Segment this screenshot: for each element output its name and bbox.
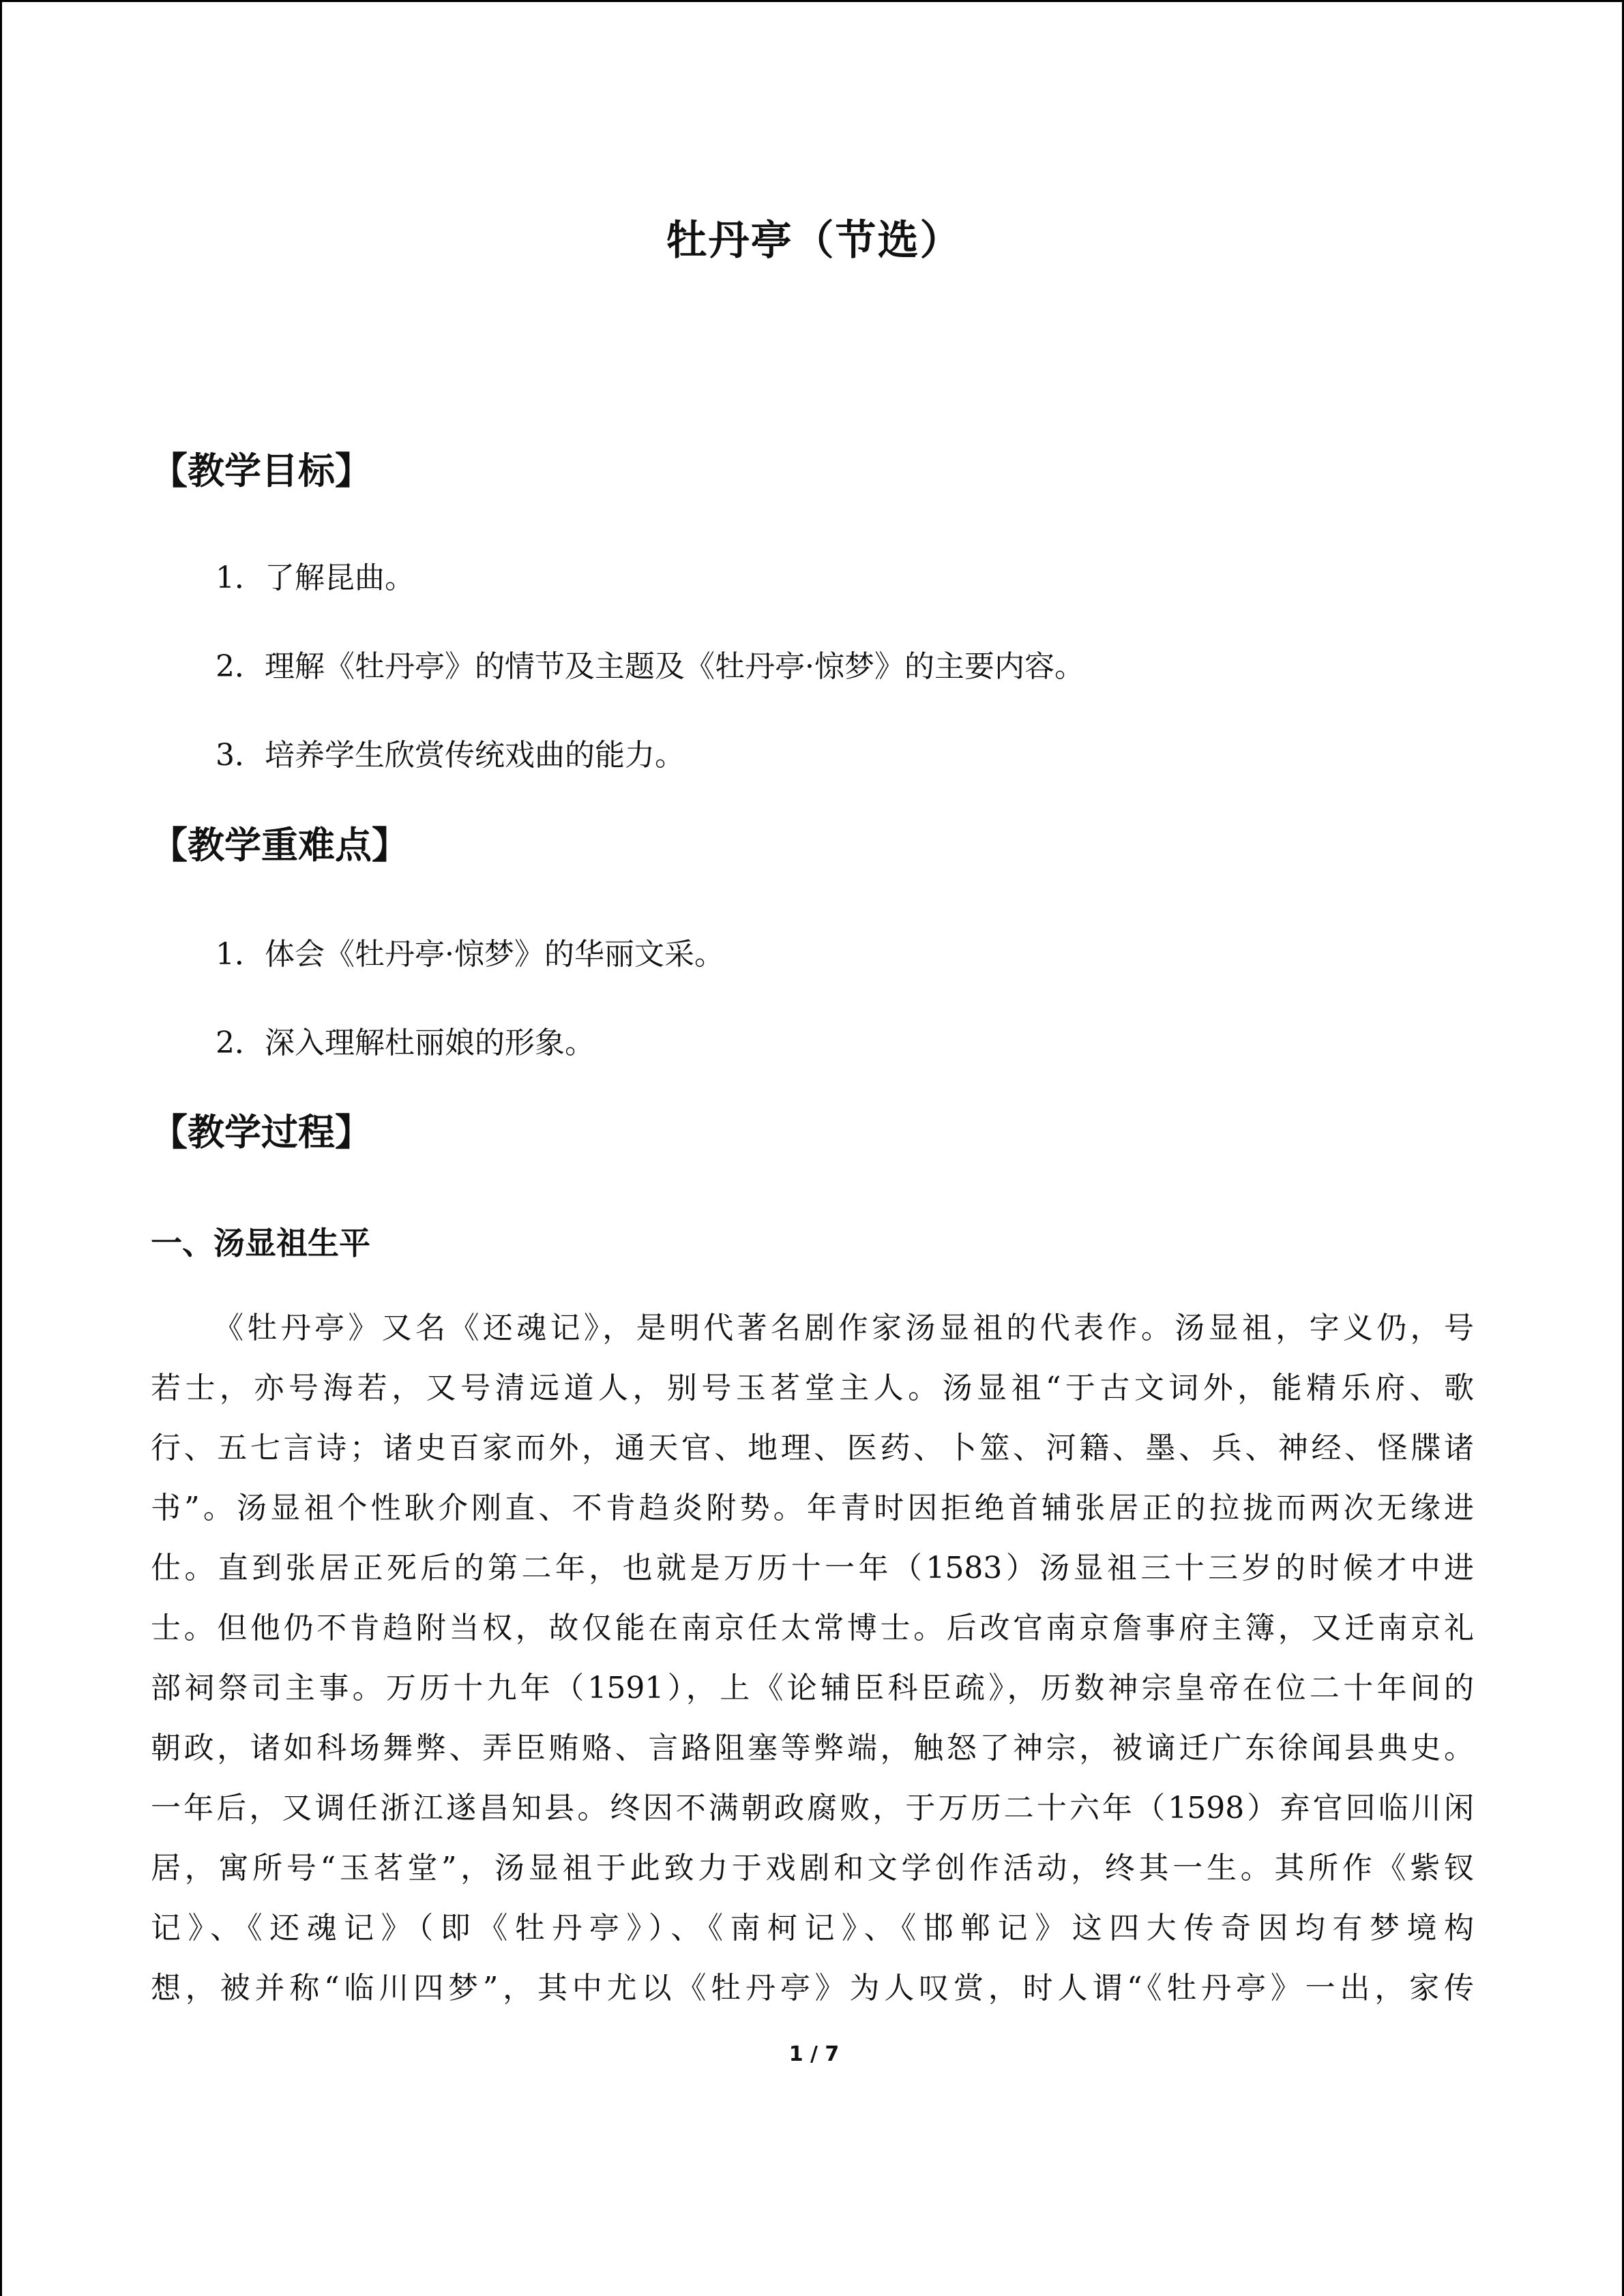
paragraph-line: 一年后，又调任浙江遂昌知县。终因不满朝政腐败，于万历二十六年（1598）弃官回临川闲 (151, 1791, 1474, 1825)
section-heading-process: 【教学过程】 (151, 1111, 372, 1154)
subsection-heading: 一、汤显祖生平 (151, 1225, 370, 1262)
page-number: 1 / 7 (788, 2042, 840, 2066)
paragraph-line: 行、五七言诗；诸史百家而外，通天官、地理、医药、卜筮、河籍、墨、兵、神经、怪牒诸 (151, 1431, 1474, 1465)
document-title: 牡丹亭（节选） (666, 217, 962, 265)
paragraph-line: 居，寓所号“玉茗堂”，汤显祖于此致力于戏剧和文学创作活动，终其一生。其所作《紫钗 (151, 1851, 1474, 1885)
section-heading-objectives: 【教学目标】 (151, 449, 372, 492)
body-paragraph (151, 1308, 1474, 2028)
paragraph-line: 部祠祭司主事。万历十九年（1591），上《论辅臣科臣疏》，历数神宗皇帝在位二十年间的 (151, 1671, 1474, 1705)
paragraph-line: 士。但他仍不肯趋附当权，故仅能在南京任太常博士。后改官南京詹事府主簿，又迁南京礼 (151, 1611, 1474, 1645)
paragraph-line: 想，被并称“临川四梦”，其中尤以《牡丹亭》为人叹赏，时人谓“《牡丹亭》一出，家传 (151, 1971, 1474, 2006)
paragraph-line: 仕。直到张居正死后的第二年，也就是万历十一年（1583）汤显祖三十三岁的时候才中进 (151, 1551, 1474, 1585)
paragraph-line: 书”。汤显祖个性耿介刚直、不肯趋炎附势。年青时因拒绝首辅张居正的拉拢而两次无缘进 (151, 1491, 1474, 1525)
paragraph-line: 朝政，诸如科场舞弊、弄臣贿赂、言路阻塞等弊端，触怒了神宗，被谪迁广东徐闻县典史。 (151, 1731, 1474, 1765)
paragraph-line: 《牡丹亭》又名《还魂记》，是明代著名剧作家汤显祖的代表作。汤显祖，字义仍，号 (213, 1311, 1474, 1345)
key-point-item: 2．深入理解杜丽娘的形象。 (216, 1026, 595, 1060)
objective-item: 3．培养学生欣赏传统戏曲的能力。 (216, 738, 685, 773)
key-point-item: 1．体会《牡丹亭·惊梦》的华丽文采。 (216, 937, 724, 972)
objective-item: 2．理解《牡丹亭》的情节及主题及《牡丹亭·惊梦》的主要内容。 (216, 649, 1084, 684)
objective-item: 1．了解昆曲。 (216, 561, 415, 595)
section-heading-key-points: 【教学重难点】 (151, 824, 409, 867)
paragraph-line: 若士，亦号海若，又号清远道人，别号玉茗堂主人。汤显祖“于古文词外，能精乐府、歌 (151, 1371, 1474, 1405)
paragraph-line: 记》、《还魂记》（即《牡丹亭》）、《南柯记》、《邯郸记》这四大传奇因均有梦境构 (151, 1911, 1474, 1945)
